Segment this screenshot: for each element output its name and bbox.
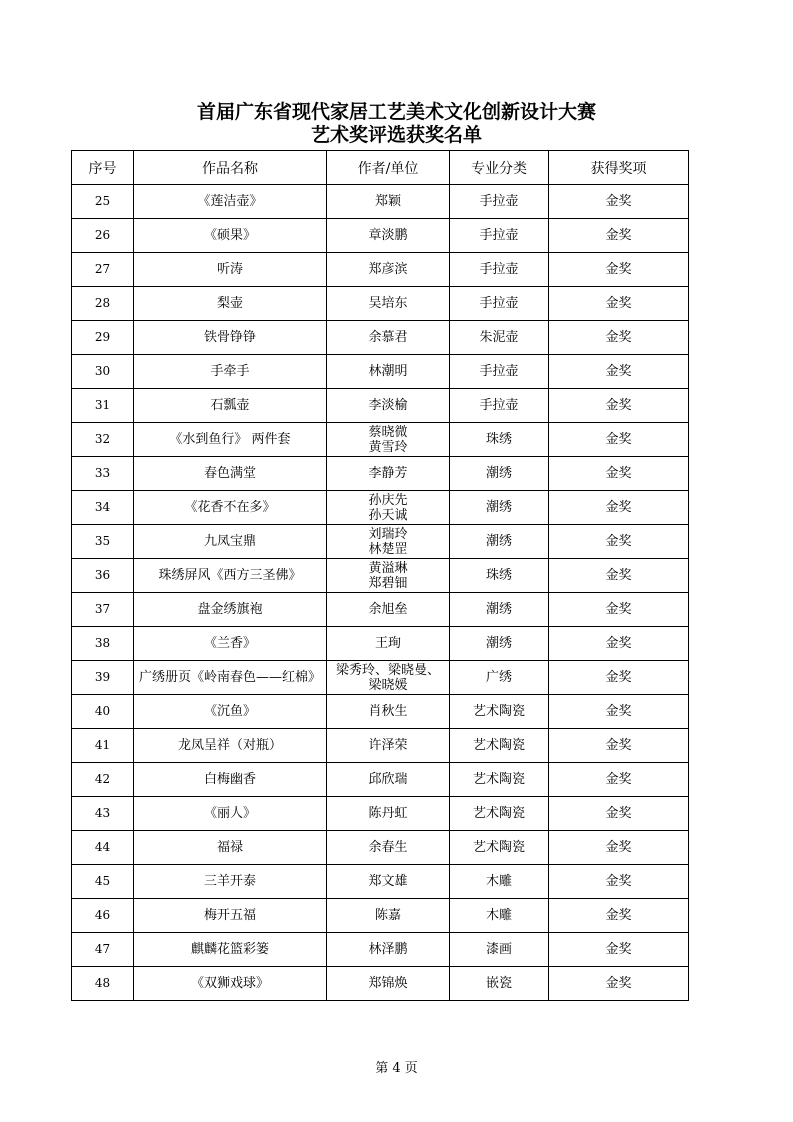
author-line: 郑文雄 bbox=[368, 874, 408, 889]
cell-category: 潮绣 bbox=[450, 627, 549, 661]
cell-award: 金奖 bbox=[549, 559, 689, 593]
header-work: 作品名称 bbox=[134, 151, 327, 185]
cell-work: 《双狮戏球》 bbox=[134, 967, 327, 1001]
award-table bbox=[71, 150, 689, 1001]
author-line: 林潮明 bbox=[368, 364, 408, 379]
cell-author bbox=[327, 389, 450, 423]
cell-award: 金奖 bbox=[549, 865, 689, 899]
cell-category: 潮绣 bbox=[450, 491, 549, 525]
cell-author bbox=[327, 525, 450, 559]
cell-author bbox=[327, 253, 450, 287]
cell-work: 珠绣屏风《西方三圣佛》 bbox=[134, 559, 327, 593]
cell-work: 《丽人》 bbox=[134, 797, 327, 831]
table-row bbox=[72, 763, 689, 797]
cell-author bbox=[327, 321, 450, 355]
table-row bbox=[72, 593, 689, 627]
cell-award: 金奖 bbox=[549, 763, 689, 797]
table-row bbox=[72, 559, 689, 593]
cell-category: 嵌瓷 bbox=[450, 967, 549, 1001]
cell-work: 春色满堂 bbox=[134, 457, 327, 491]
cell-award: 金奖 bbox=[549, 627, 689, 661]
table-row bbox=[72, 831, 689, 865]
cell-work: 《硕果》 bbox=[134, 219, 327, 253]
table-row bbox=[72, 865, 689, 899]
cell-category: 手拉壶 bbox=[450, 389, 549, 423]
cell-author bbox=[327, 763, 450, 797]
table-row bbox=[72, 423, 689, 457]
author-line: 刘瑞玲 bbox=[368, 526, 408, 542]
cell-author bbox=[327, 423, 450, 457]
table-row bbox=[72, 321, 689, 355]
cell-author bbox=[327, 899, 450, 933]
cell-award: 金奖 bbox=[549, 661, 689, 695]
cell-award: 金奖 bbox=[549, 287, 689, 321]
table-row bbox=[72, 729, 689, 763]
cell-no: 32 bbox=[72, 423, 134, 457]
table-row bbox=[72, 355, 689, 389]
author-line: 林楚罡 bbox=[368, 541, 408, 557]
cell-category: 艺术陶瓷 bbox=[450, 763, 549, 797]
cell-author bbox=[327, 355, 450, 389]
cell-author bbox=[327, 695, 450, 729]
cell-work: 麒麟花篮彩篓 bbox=[134, 933, 327, 967]
cell-no: 43 bbox=[72, 797, 134, 831]
cell-author bbox=[327, 457, 450, 491]
cell-author bbox=[327, 729, 450, 763]
table-row bbox=[72, 389, 689, 423]
table-row bbox=[72, 253, 689, 287]
cell-work: 三羊开泰 bbox=[134, 865, 327, 899]
cell-work: 广绣册页《岭南春色——红棉》 bbox=[134, 661, 327, 695]
cell-work: 盘金绣旗袍 bbox=[134, 593, 327, 627]
author-line: 蔡晓微 bbox=[368, 424, 408, 440]
author-line: 孙天诚 bbox=[368, 507, 408, 523]
table-row bbox=[72, 933, 689, 967]
cell-no: 40 bbox=[72, 695, 134, 729]
table-row bbox=[72, 491, 689, 525]
table-body bbox=[72, 185, 689, 1001]
header-category: 专业分类 bbox=[450, 151, 549, 185]
cell-author bbox=[327, 287, 450, 321]
author-line: 黄雪玲 bbox=[368, 439, 408, 455]
table-row bbox=[72, 967, 689, 1001]
cell-category: 艺术陶瓷 bbox=[450, 797, 549, 831]
cell-no: 38 bbox=[72, 627, 134, 661]
author-line: 余春生 bbox=[368, 840, 408, 855]
author-line: 孙庆先 bbox=[368, 492, 408, 508]
cell-author bbox=[327, 593, 450, 627]
cell-no: 30 bbox=[72, 355, 134, 389]
cell-work: 九凤宝鼎 bbox=[134, 525, 327, 559]
cell-category: 朱泥壶 bbox=[450, 321, 549, 355]
author-line: 余慕君 bbox=[368, 330, 408, 345]
cell-author bbox=[327, 933, 450, 967]
cell-no: 29 bbox=[72, 321, 134, 355]
table-row bbox=[72, 457, 689, 491]
cell-work: 白梅幽香 bbox=[134, 763, 327, 797]
header-author: 作者/单位 bbox=[327, 151, 450, 185]
author-line: 黄溢琳 bbox=[368, 560, 408, 576]
cell-award: 金奖 bbox=[549, 933, 689, 967]
table-header-row bbox=[72, 151, 689, 185]
cell-award: 金奖 bbox=[549, 797, 689, 831]
author-line: 郑锦焕 bbox=[368, 976, 408, 991]
cell-award: 金奖 bbox=[549, 389, 689, 423]
cell-work: 《花香不在多》 bbox=[134, 491, 327, 525]
author-line: 吴培东 bbox=[368, 296, 408, 311]
cell-author bbox=[327, 219, 450, 253]
cell-award: 金奖 bbox=[549, 695, 689, 729]
cell-award: 金奖 bbox=[549, 525, 689, 559]
table-row bbox=[72, 899, 689, 933]
cell-author bbox=[327, 491, 450, 525]
cell-category: 艺术陶瓷 bbox=[450, 729, 549, 763]
table-row bbox=[72, 797, 689, 831]
cell-award: 金奖 bbox=[549, 491, 689, 525]
cell-no: 33 bbox=[72, 457, 134, 491]
cell-work: 听涛 bbox=[134, 253, 327, 287]
document-subtitle: 艺术奖评选获奖名单 bbox=[310, 124, 482, 146]
cell-work: 梅开五福 bbox=[134, 899, 327, 933]
cell-category: 珠绣 bbox=[450, 423, 549, 457]
cell-award: 金奖 bbox=[549, 457, 689, 491]
author-line: 郑碧钿 bbox=[368, 575, 408, 591]
cell-category: 漆画 bbox=[450, 933, 549, 967]
table-row bbox=[72, 219, 689, 253]
cell-award: 金奖 bbox=[549, 321, 689, 355]
cell-no: 42 bbox=[72, 763, 134, 797]
header-no: 序号 bbox=[72, 151, 134, 185]
author-line: 郑彦滨 bbox=[368, 262, 408, 277]
cell-award: 金奖 bbox=[549, 185, 689, 219]
author-line: 章淡鹏 bbox=[368, 228, 408, 243]
author-line: 许泽荣 bbox=[368, 738, 408, 753]
cell-work: 《兰香》 bbox=[134, 627, 327, 661]
cell-category: 潮绣 bbox=[450, 457, 549, 491]
cell-award: 金奖 bbox=[549, 729, 689, 763]
cell-award: 金奖 bbox=[549, 253, 689, 287]
cell-no: 41 bbox=[72, 729, 134, 763]
cell-author bbox=[327, 797, 450, 831]
cell-work: 《水到鱼行》 两件套 bbox=[134, 423, 327, 457]
cell-author bbox=[327, 627, 450, 661]
cell-author bbox=[327, 831, 450, 865]
table-row bbox=[72, 661, 689, 695]
cell-award: 金奖 bbox=[549, 219, 689, 253]
cell-work: 《莲洁壶》 bbox=[134, 185, 327, 219]
table-row bbox=[72, 185, 689, 219]
cell-no: 45 bbox=[72, 865, 134, 899]
cell-no: 26 bbox=[72, 219, 134, 253]
cell-no: 27 bbox=[72, 253, 134, 287]
cell-no: 48 bbox=[72, 967, 134, 1001]
cell-author bbox=[327, 967, 450, 1001]
cell-award: 金奖 bbox=[549, 355, 689, 389]
author-line: 陈丹虹 bbox=[368, 806, 408, 821]
cell-category: 木雕 bbox=[450, 899, 549, 933]
author-line: 李静芳 bbox=[368, 466, 408, 481]
author-line: 邱欣瑞 bbox=[368, 772, 408, 787]
cell-no: 47 bbox=[72, 933, 134, 967]
cell-no: 25 bbox=[72, 185, 134, 219]
cell-award: 金奖 bbox=[549, 593, 689, 627]
cell-category: 艺术陶瓷 bbox=[450, 695, 549, 729]
cell-author bbox=[327, 865, 450, 899]
cell-work: 龙凤呈祥（对瓶） bbox=[134, 729, 327, 763]
page-number: 第 4 页 bbox=[375, 1061, 418, 1076]
cell-no: 46 bbox=[72, 899, 134, 933]
cell-no: 35 bbox=[72, 525, 134, 559]
cell-category: 艺术陶瓷 bbox=[450, 831, 549, 865]
cell-no: 34 bbox=[72, 491, 134, 525]
author-line: 陈嘉 bbox=[374, 908, 401, 923]
cell-category: 广绣 bbox=[450, 661, 549, 695]
author-line: 余旭垒 bbox=[368, 602, 408, 617]
cell-category: 潮绣 bbox=[450, 525, 549, 559]
cell-category: 手拉壶 bbox=[450, 355, 549, 389]
cell-no: 44 bbox=[72, 831, 134, 865]
cell-category: 手拉壶 bbox=[450, 219, 549, 253]
table-row bbox=[72, 287, 689, 321]
cell-category: 手拉壶 bbox=[450, 253, 549, 287]
header-award: 获得奖项 bbox=[549, 151, 689, 185]
cell-category: 手拉壶 bbox=[450, 287, 549, 321]
cell-no: 36 bbox=[72, 559, 134, 593]
cell-no: 28 bbox=[72, 287, 134, 321]
cell-work: 梨壶 bbox=[134, 287, 327, 321]
cell-work: 石瓢壶 bbox=[134, 389, 327, 423]
author-line: 肖秋生 bbox=[368, 704, 408, 719]
table-row bbox=[72, 627, 689, 661]
cell-author bbox=[327, 559, 450, 593]
cell-author bbox=[327, 661, 450, 695]
table-row bbox=[72, 695, 689, 729]
cell-work: 手牵手 bbox=[134, 355, 327, 389]
author-line: 李淡榆 bbox=[368, 398, 408, 413]
cell-award: 金奖 bbox=[549, 831, 689, 865]
cell-author bbox=[327, 185, 450, 219]
cell-award: 金奖 bbox=[549, 899, 689, 933]
author-line: 梁晓媛 bbox=[368, 677, 408, 693]
document-title: 首届广东省现代家居工艺美术文化创新设计大赛 bbox=[196, 101, 596, 123]
author-line: 郑颖 bbox=[374, 194, 401, 209]
cell-work: 《沉鱼》 bbox=[134, 695, 327, 729]
cell-no: 31 bbox=[72, 389, 134, 423]
cell-work: 铁骨铮铮 bbox=[134, 321, 327, 355]
author-line: 林泽鹏 bbox=[368, 942, 408, 957]
author-line: 王珣 bbox=[374, 636, 401, 651]
cell-category: 木雕 bbox=[450, 865, 549, 899]
cell-category: 珠绣 bbox=[450, 559, 549, 593]
author-line: 梁秀玲、梁晓曼、 bbox=[335, 662, 440, 678]
cell-category: 手拉壶 bbox=[450, 185, 549, 219]
cell-award: 金奖 bbox=[549, 967, 689, 1001]
table-row bbox=[72, 525, 689, 559]
cell-no: 39 bbox=[72, 661, 134, 695]
cell-category: 潮绣 bbox=[450, 593, 549, 627]
cell-work: 福禄 bbox=[134, 831, 327, 865]
cell-no: 37 bbox=[72, 593, 134, 627]
cell-award: 金奖 bbox=[549, 423, 689, 457]
